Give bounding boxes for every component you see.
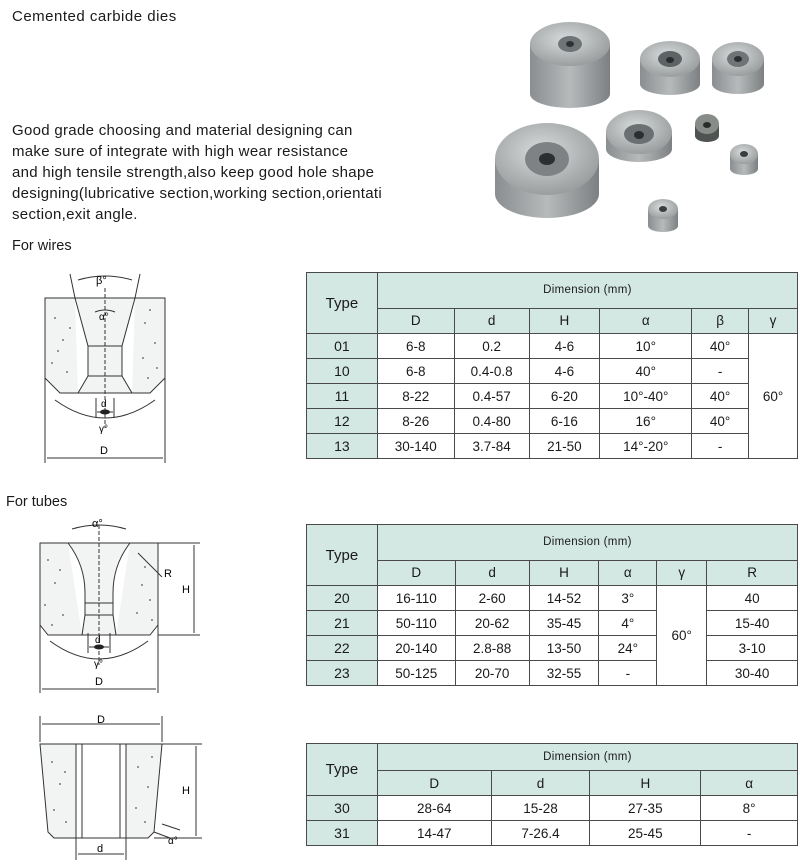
table-row [307,661,798,686]
page-title: Cemented carbide dies [12,8,177,25]
d-label: d [97,843,104,855]
table-row [307,384,798,409]
cell: 8° [701,796,798,821]
column-header: R [707,560,798,585]
intro-line: Good grade choosing and material designing can [12,122,353,139]
intro-line: designing(lubricative section,working section,orientati [12,185,383,202]
type-header: Type [307,273,378,334]
gamma-label: γ° [99,424,108,435]
cell: 0.4-57 [454,384,529,409]
column-header: D [377,560,455,585]
cell: 3.7-84 [454,434,529,459]
cell: 8-22 [377,384,454,409]
gamma-label: γ° [94,659,103,670]
column-header: d [455,560,529,585]
type-cell: 30 [307,796,378,821]
type-cell: 01 [307,334,378,359]
intro-paragraph [12,120,482,225]
cell: 14°-20° [600,434,692,459]
D-label: D [100,445,108,457]
cell: - [599,661,657,686]
cell: 14-52 [529,586,599,611]
type-cell: 12 [307,409,378,434]
cell: 30-140 [377,434,454,459]
gamma-cell: 60° [657,586,707,686]
beta-label: β° [96,275,107,287]
cell: 40° [692,384,749,409]
table-row [307,334,798,359]
tubes-heading: For tubes [6,494,68,510]
table-row [307,586,798,611]
cell: 40° [600,359,692,384]
cell: 7-26.4 [491,821,590,846]
wires-table [306,272,798,459]
alpha-label: α° [99,312,109,323]
dimension-header: Dimension (mm) [377,525,797,561]
d-label: d [95,635,101,646]
cell: - [692,434,749,459]
wires-heading: For wires [12,238,72,254]
cell: 6-16 [529,409,600,434]
cell: 0.2 [454,334,529,359]
cell: - [692,359,749,384]
column-header: α [701,771,798,796]
type-cell: 11 [307,384,378,409]
dimension-header: Dimension (mm) [377,273,797,309]
R-label: R [164,568,172,580]
column-header: α [599,560,657,585]
table-row [307,796,798,821]
type-header: Type [307,744,378,796]
cell: 20-70 [455,661,529,686]
cell: 50-125 [377,661,455,686]
column-header: D [377,771,491,796]
gamma-cell: 60° [749,334,798,459]
cell: 20-62 [455,611,529,636]
H-label: H [182,584,190,596]
table-row [307,409,798,434]
cell: 2.8-88 [455,636,529,661]
sleeve-table [306,743,798,846]
column-header: d [454,308,529,333]
cell: 3-10 [707,636,798,661]
intro-line: section,exit angle. [12,206,138,223]
table-row [307,821,798,846]
carbide-dies-photo [490,14,790,234]
type-cell: 21 [307,611,378,636]
cell: 6-20 [529,384,600,409]
cell: 40° [692,334,749,359]
cell: 30-40 [707,661,798,686]
column-header: β [692,308,749,333]
cell: 4-6 [529,359,600,384]
table-row [307,434,798,459]
column-header: d [491,771,590,796]
dimension-header: Dimension (mm) [377,744,797,771]
cell: 2-60 [455,586,529,611]
cell: 20-140 [377,636,455,661]
type-header: Type [307,525,378,586]
cell: 50-110 [377,611,455,636]
D-label: D [97,714,105,726]
cell: 32-55 [529,661,599,686]
cell: 3° [599,586,657,611]
cell: 13-50 [529,636,599,661]
alpha-label: α° [168,836,178,847]
type-cell: 23 [307,661,378,686]
cell: 0.4-80 [454,409,529,434]
cell: 25-45 [590,821,701,846]
wire-die-diagram [30,268,180,468]
tube-die-diagram [30,515,210,695]
cell: 28-64 [377,796,491,821]
cell: 35-45 [529,611,599,636]
cell: 24° [599,636,657,661]
d-label: d [101,399,107,410]
D-label: D [95,676,103,688]
cell: 4° [599,611,657,636]
cell: 10°-40° [600,384,692,409]
cell: 40 [707,586,798,611]
tubes-table [306,524,798,686]
table-row [307,611,798,636]
cell: 40° [692,409,749,434]
cell: 15-40 [707,611,798,636]
cell: 4-6 [529,334,600,359]
cell: 16° [600,409,692,434]
type-cell: 31 [307,821,378,846]
cell: 10° [600,334,692,359]
cell: - [701,821,798,846]
cell: 14-47 [377,821,491,846]
H-label: H [182,785,190,797]
column-header: D [377,308,454,333]
cell: 16-110 [377,586,455,611]
intro-line: make sure of integrate with high wear resistance [12,143,349,160]
cell: 6-8 [377,359,454,384]
column-header: H [529,560,599,585]
intro-line: and high tensile strength,also keep good hole shape [12,164,375,181]
type-cell: 20 [307,586,378,611]
table-row [307,359,798,384]
column-header: α [600,308,692,333]
column-header: H [529,308,600,333]
cell: 15-28 [491,796,590,821]
column-header: γ [749,308,798,333]
alpha-label: α° [92,518,103,530]
column-header: γ [657,560,707,585]
cell: 8-26 [377,409,454,434]
type-cell: 13 [307,434,378,459]
cell: 27-35 [590,796,701,821]
cell: 21-50 [529,434,600,459]
cell: 6-8 [377,334,454,359]
type-cell: 10 [307,359,378,384]
type-cell: 22 [307,636,378,661]
cell: 0.4-0.8 [454,359,529,384]
sleeve-die-diagram [30,712,210,864]
table-row [307,636,798,661]
column-header: H [590,771,701,796]
